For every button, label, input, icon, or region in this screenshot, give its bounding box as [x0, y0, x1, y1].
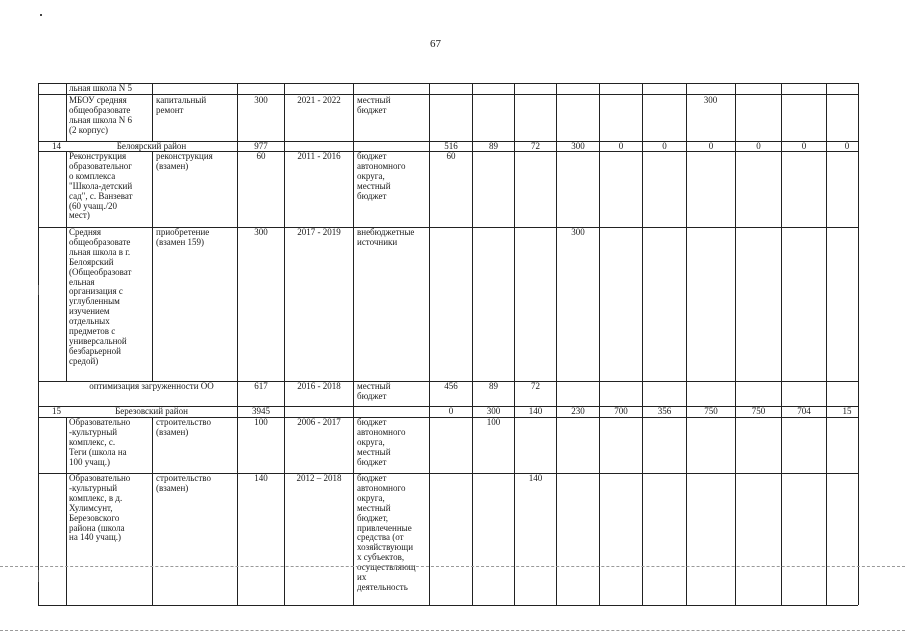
funding-source-cell: местный бюджет: [357, 382, 391, 401]
work-type-cell: строительство (взамен): [156, 474, 211, 493]
capacity-cell: 100: [254, 418, 268, 427]
capacity-cell: 140: [254, 474, 268, 483]
value-cell: 140: [528, 474, 543, 483]
value-cell: 0: [662, 142, 667, 151]
funding-source-cell: бюджет автономного округа, местный бюджет: [357, 152, 406, 201]
school-name-cell: Средняя общеобразовате льная школа в г. Белоярский (Общеобразоват ельная организация с углубленным изучением отдельных предметов с универсальной безбарьерной средой): [69, 228, 132, 366]
value-cell: 300: [571, 142, 585, 151]
value-cell: 0: [844, 142, 850, 151]
col-line: [66, 151, 67, 381]
margin-mark: [38, 570, 39, 582]
col-line: [642, 83, 643, 605]
work-type-cell: реконструкция (взамен): [156, 152, 213, 171]
value-cell: 15: [842, 407, 852, 416]
scan-artifact-line: [0, 566, 905, 567]
col-line: [66, 417, 67, 605]
total-cell: 977: [254, 142, 268, 151]
district-name-cell: Березовский район: [115, 407, 188, 416]
col-line: [781, 83, 782, 605]
col-line: [472, 83, 473, 605]
capacity-cell: 617: [254, 382, 268, 391]
district-name-cell: Белоярский район: [116, 142, 187, 151]
period-cell: 2011 - 2016: [297, 152, 341, 161]
value-cell: 750: [704, 407, 718, 416]
period-cell: 2016 - 2018: [297, 382, 341, 391]
value-cell: 72: [531, 382, 540, 391]
period-cell: 2012 – 2018: [296, 474, 342, 483]
value-cell: 356: [657, 407, 672, 416]
value-cell: 72: [531, 142, 540, 151]
col-line: [599, 83, 600, 605]
page-number: 67: [430, 38, 441, 50]
school-name-cell: МБОУ средняя общеобразовате льная школа N 6 (2 корпус): [69, 96, 133, 135]
school-name-cell: Образовательно -культурный комплекс, в д. Хулимсунт, Березовского района (школа на 140 учащ.): [69, 474, 131, 543]
school-name-cell: оптимизация загруженности ОО: [89, 382, 214, 391]
value-cell: 300: [486, 407, 501, 416]
col-line: [556, 83, 557, 605]
value-cell: 140: [528, 407, 543, 416]
col-line: [826, 83, 827, 605]
funding-source-cell: бюджет автономного округа, местный бюджет, привлеченные средства (от хозяйствующи х субъектов, осуществляющ их деятельность: [357, 474, 416, 592]
funding-source-cell: внебюджетные источники: [357, 228, 415, 247]
value-cell: 60: [446, 152, 456, 161]
capacity-cell: 300: [254, 96, 268, 105]
row-number-cell: 14: [52, 142, 61, 151]
funding-source-cell: местный бюджет: [357, 96, 391, 115]
work-type-cell: приобретение (взамен 159): [156, 228, 210, 247]
school-name-cell: льная школа N 5: [69, 84, 133, 93]
value-cell: 456: [444, 382, 458, 391]
school-name-cell: Реконструкция образовательног о комплекса "Школа-детский сад", с. Ванзеват (60 учащ./20 мест): [69, 152, 133, 221]
value-cell: 0: [448, 407, 454, 416]
value-cell: 0: [618, 142, 624, 151]
value-cell: 89: [489, 382, 498, 391]
value-cell: 0: [756, 142, 761, 151]
col-line: [514, 83, 515, 605]
col-line: [66, 83, 67, 141]
value-cell: 704: [797, 407, 811, 416]
value-cell: 0: [708, 142, 714, 151]
col-line: [858, 83, 859, 605]
row-number-cell: 15: [52, 407, 61, 416]
col-line: [152, 151, 153, 381]
funding-source-cell: бюджет автономного округа, местный бюджет: [357, 418, 406, 467]
period-cell: 2006 - 2017: [297, 418, 341, 427]
work-type-cell: капитальный ремонт: [156, 96, 207, 115]
period-cell: 2021 - 2022: [297, 96, 341, 105]
value-cell: 300: [571, 228, 585, 237]
value-cell: 89: [489, 142, 498, 151]
value-cell: 750: [751, 407, 766, 416]
row-line: [38, 605, 858, 606]
value-cell: 300: [703, 96, 718, 105]
value-cell: 230: [571, 407, 585, 416]
capacity-cell: 60: [256, 152, 266, 161]
period-cell: 2017 - 2019: [297, 228, 341, 237]
col-line: [686, 83, 687, 605]
value-cell: 0: [801, 142, 807, 151]
value-cell: 100: [486, 418, 501, 427]
col-line: [38, 83, 39, 605]
value-cell: 700: [614, 407, 628, 416]
capacity-cell: 300: [254, 228, 268, 237]
col-line: [735, 83, 736, 605]
school-name-cell: Образовательно -культурный комплекс, с. Теги (школа на 100 учащ.): [69, 418, 131, 467]
value-cell: 516: [444, 142, 458, 151]
scan-artifact-line: [0, 630, 905, 631]
total-cell: 3945: [252, 407, 270, 416]
col-line: [353, 83, 354, 605]
col-line: [152, 83, 153, 141]
margin-mark: [38, 285, 39, 295]
col-line: [152, 417, 153, 605]
work-type-cell: строительство (взамен): [156, 418, 211, 437]
